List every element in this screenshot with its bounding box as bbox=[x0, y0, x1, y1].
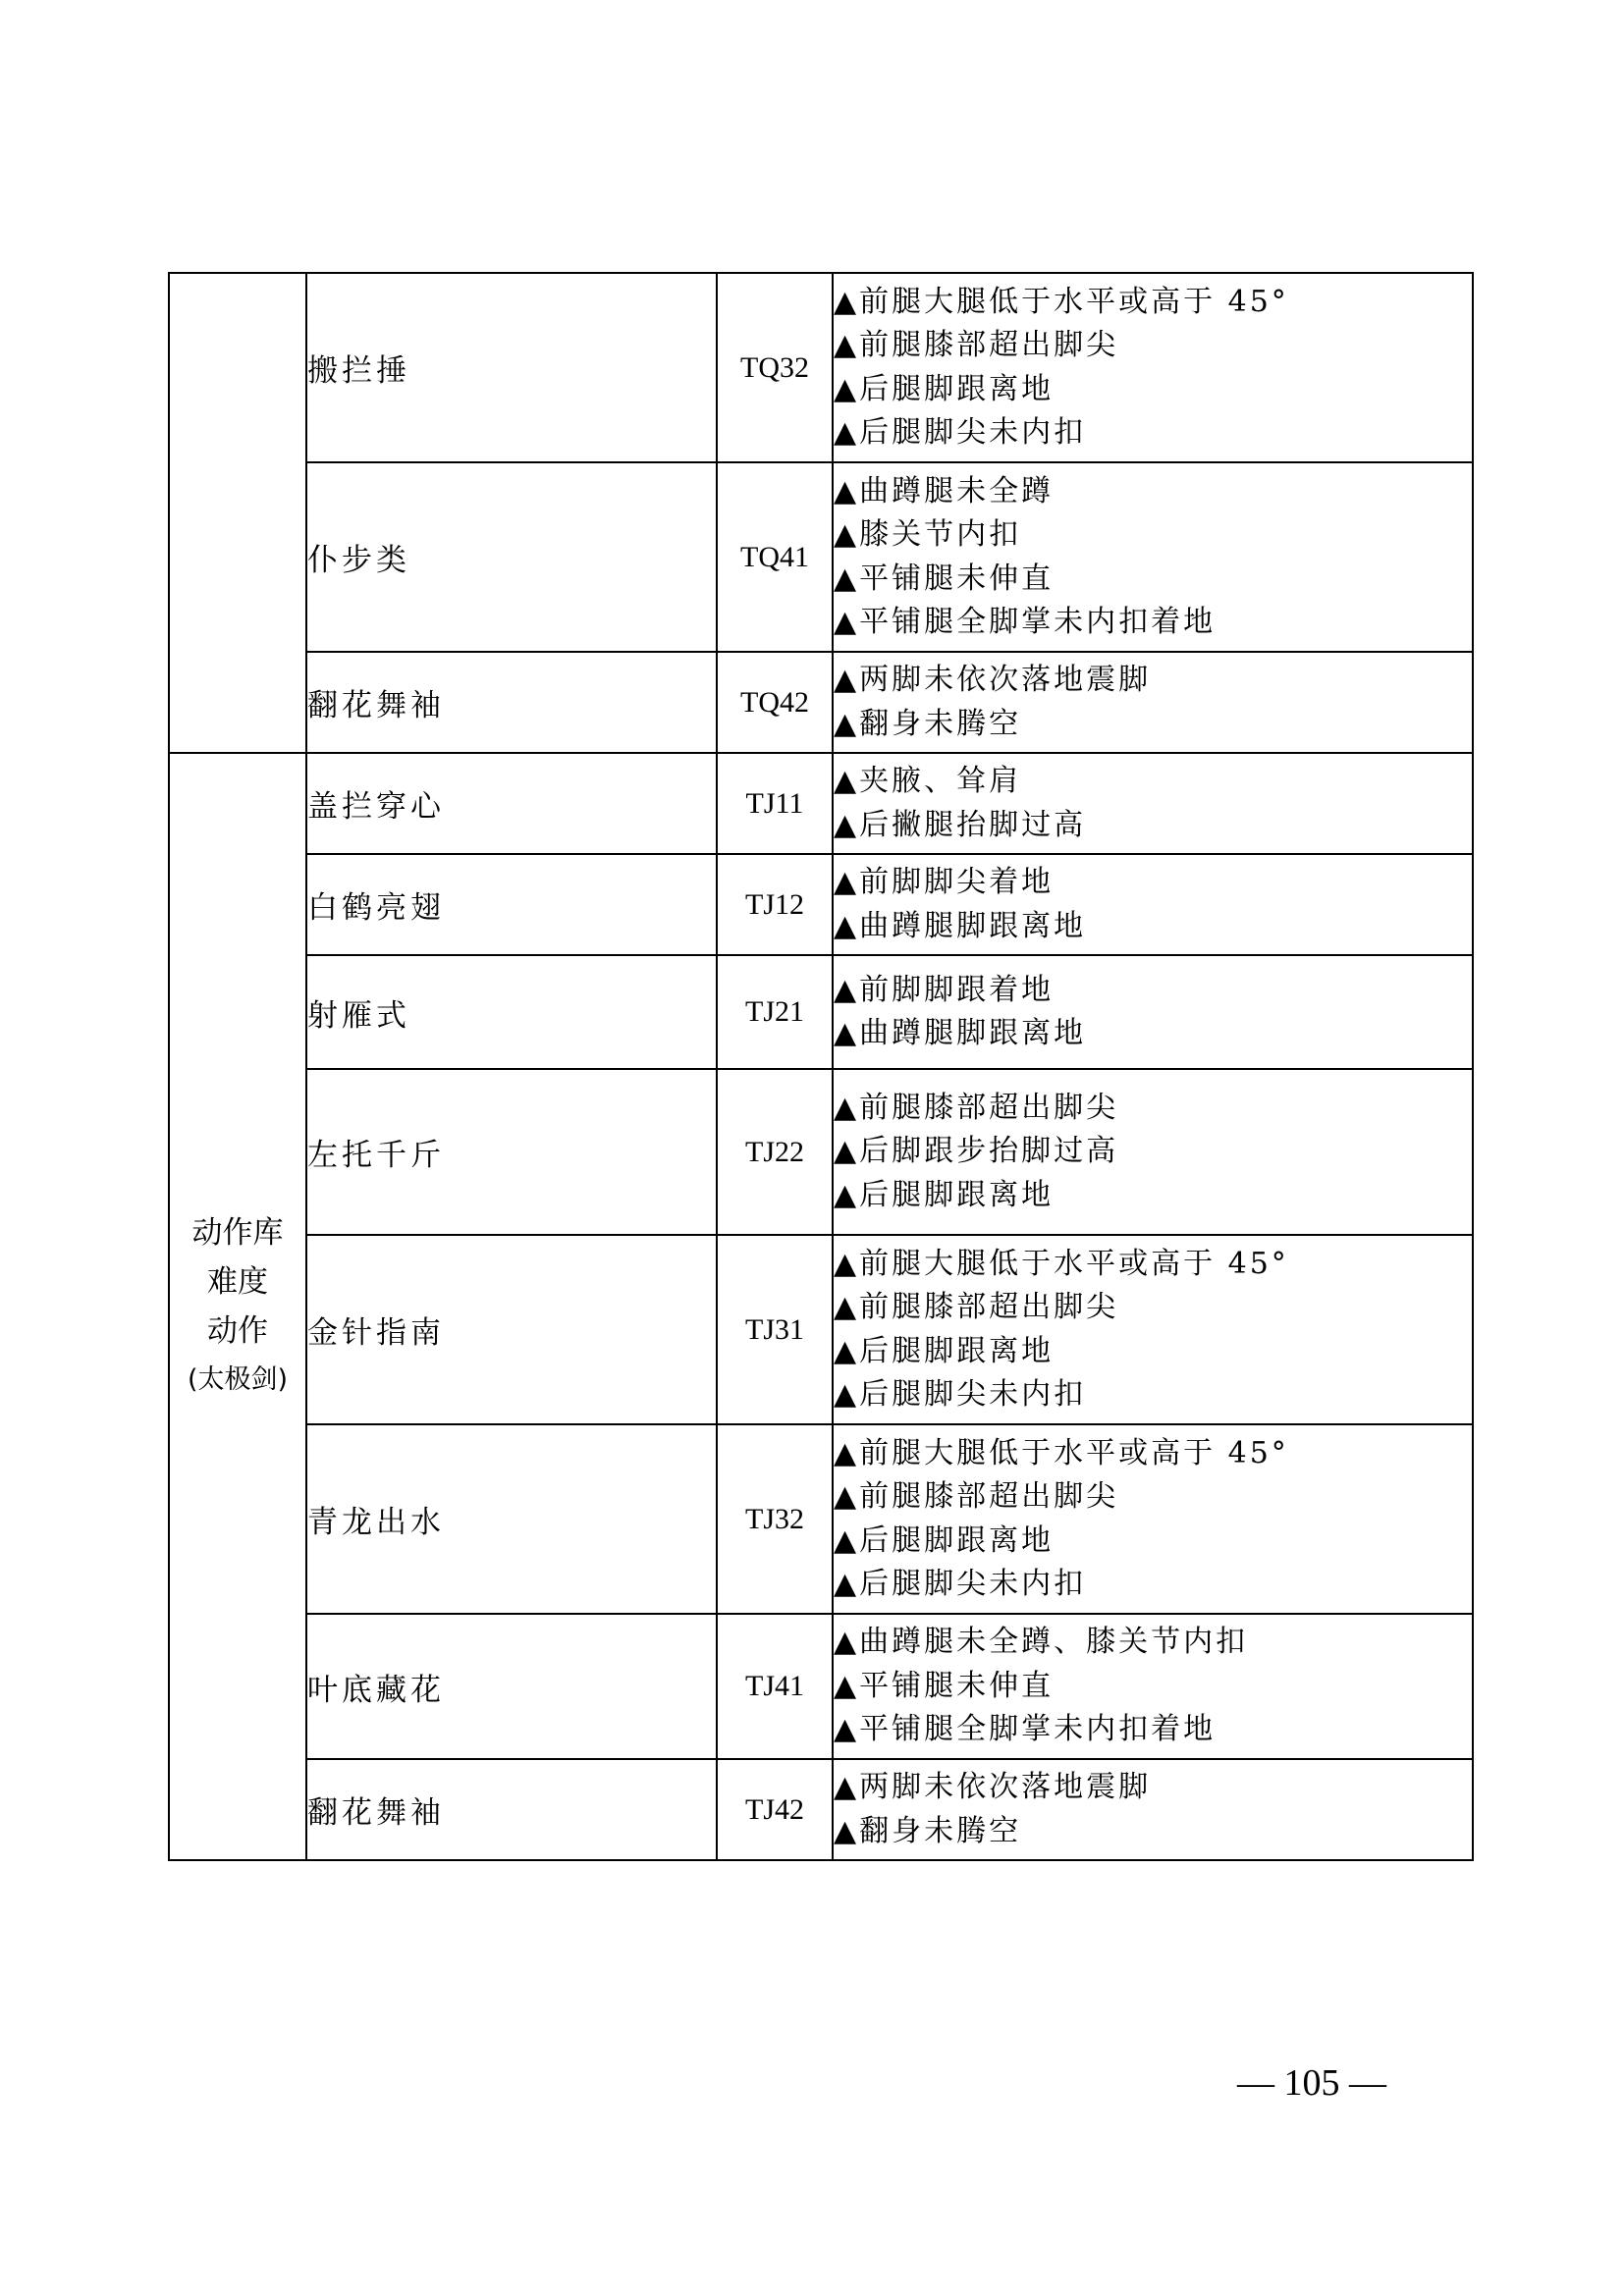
error-table bbox=[168, 272, 1474, 1861]
error-item: ▲后腿脚尖未内扣 bbox=[834, 415, 1087, 450]
error-list bbox=[833, 1759, 1473, 1860]
error-item: ▲后腿脚跟离地 bbox=[834, 1522, 1055, 1558]
table-row bbox=[169, 955, 1473, 1069]
error-list bbox=[833, 652, 1473, 753]
page-number: — 105 — bbox=[1237, 2062, 1386, 2104]
action-code: TQ42 bbox=[717, 652, 833, 753]
action-name: 青龙出水 bbox=[306, 1424, 717, 1614]
error-item: ▲前腿膝部超出脚尖 bbox=[834, 1090, 1119, 1125]
action-code: TJ21 bbox=[717, 955, 833, 1069]
error-list bbox=[833, 753, 1473, 854]
error-item: ▲后撇腿抬脚过高 bbox=[834, 807, 1087, 842]
error-item: ▲两脚未依次落地震脚 bbox=[834, 663, 1152, 697]
error-list bbox=[833, 955, 1473, 1069]
error-list bbox=[833, 854, 1473, 955]
action-code: TJ42 bbox=[717, 1759, 833, 1860]
action-code: TQ41 bbox=[717, 462, 833, 652]
table-row bbox=[169, 462, 1473, 652]
error-item: ▲曲蹲腿未全蹲 bbox=[834, 473, 1055, 508]
action-name: 仆步类 bbox=[306, 462, 717, 652]
table-row bbox=[169, 273, 1473, 462]
error-item: ▲前腿膝部超出脚尖 bbox=[834, 1479, 1119, 1514]
error-item: ▲前脚脚跟着地 bbox=[834, 972, 1055, 1007]
error-item: ▲前腿膝部超出脚尖 bbox=[834, 328, 1119, 362]
error-item: ▲后腿脚尖未内扣 bbox=[834, 1567, 1087, 1601]
table-row bbox=[169, 1424, 1473, 1614]
error-item: ▲后腿脚尖未内扣 bbox=[834, 1377, 1087, 1412]
action-code: TQ32 bbox=[717, 273, 833, 462]
category-line: 动作库 bbox=[191, 1215, 284, 1251]
error-item: ▲前腿大腿低于水平或高于 45° bbox=[834, 1435, 1289, 1470]
action-name: 白鹤亮翅 bbox=[306, 854, 717, 955]
action-name: 左托千斤 bbox=[306, 1069, 717, 1235]
table-row bbox=[169, 1759, 1473, 1860]
action-name: 射雁式 bbox=[306, 955, 717, 1069]
error-item: ▲平铺腿未伸直 bbox=[834, 1668, 1055, 1703]
error-item: ▲膝关节内扣 bbox=[834, 517, 1022, 552]
error-list bbox=[833, 1069, 1473, 1235]
error-item: ▲曲蹲腿脚跟离地 bbox=[834, 908, 1087, 943]
error-item: ▲平铺腿全脚掌未内扣着地 bbox=[834, 605, 1217, 639]
action-name: 翻花舞袖 bbox=[306, 652, 717, 753]
error-item: ▲后脚跟步抬脚过高 bbox=[834, 1134, 1119, 1169]
action-name: 翻花舞袖 bbox=[306, 1759, 717, 1860]
table-row bbox=[169, 1614, 1473, 1759]
error-item: ▲夹腋、耸肩 bbox=[834, 764, 1022, 798]
error-list bbox=[833, 1235, 1473, 1424]
error-item: ▲前腿大腿低于水平或高于 45° bbox=[834, 1246, 1289, 1281]
error-list bbox=[833, 462, 1473, 652]
action-code: TJ11 bbox=[717, 753, 833, 854]
action-name: 金针指南 bbox=[306, 1235, 717, 1424]
table-row bbox=[169, 1069, 1473, 1235]
category-cell-continued bbox=[169, 273, 306, 753]
error-list bbox=[833, 1614, 1473, 1759]
error-item: ▲曲蹲腿脚跟离地 bbox=[834, 1016, 1087, 1050]
table-row bbox=[169, 652, 1473, 753]
category-subtitle: (太极剑) bbox=[187, 1364, 289, 1395]
table-row bbox=[169, 854, 1473, 955]
error-item: ▲两脚未依次落地震脚 bbox=[834, 1770, 1152, 1804]
error-item: ▲翻身未腾空 bbox=[834, 1813, 1022, 1848]
action-code: TJ31 bbox=[717, 1235, 833, 1424]
error-item: ▲后腿脚跟离地 bbox=[834, 1333, 1055, 1368]
category-cell bbox=[169, 753, 306, 1860]
error-item: ▲前腿大腿低于水平或高于 45° bbox=[834, 284, 1289, 319]
error-item: ▲后腿脚跟离地 bbox=[834, 1177, 1055, 1212]
error-item: ▲曲蹲腿未全蹲、膝关节内扣 bbox=[834, 1625, 1249, 1660]
table-row bbox=[169, 753, 1473, 854]
action-name: 盖拦穿心 bbox=[306, 753, 717, 854]
action-code: TJ32 bbox=[717, 1424, 833, 1614]
error-item: ▲前脚脚尖着地 bbox=[834, 865, 1055, 899]
error-list bbox=[833, 1424, 1473, 1614]
error-item: ▲翻身未腾空 bbox=[834, 706, 1022, 741]
error-item: ▲平铺腿全脚掌未内扣着地 bbox=[834, 1712, 1217, 1747]
action-code: TJ12 bbox=[717, 854, 833, 955]
category-line: 难度 bbox=[207, 1264, 268, 1300]
table-row bbox=[169, 1235, 1473, 1424]
error-list bbox=[833, 273, 1473, 462]
error-item: ▲前腿膝部超出脚尖 bbox=[834, 1290, 1119, 1324]
action-name: 叶底藏花 bbox=[306, 1614, 717, 1759]
action-code: TJ22 bbox=[717, 1069, 833, 1235]
action-code: TJ41 bbox=[717, 1614, 833, 1759]
error-item: ▲后腿脚跟离地 bbox=[834, 371, 1055, 406]
error-item: ▲平铺腿未伸直 bbox=[834, 561, 1055, 596]
category-line: 动作 bbox=[207, 1313, 268, 1349]
action-name: 搬拦捶 bbox=[306, 273, 717, 462]
